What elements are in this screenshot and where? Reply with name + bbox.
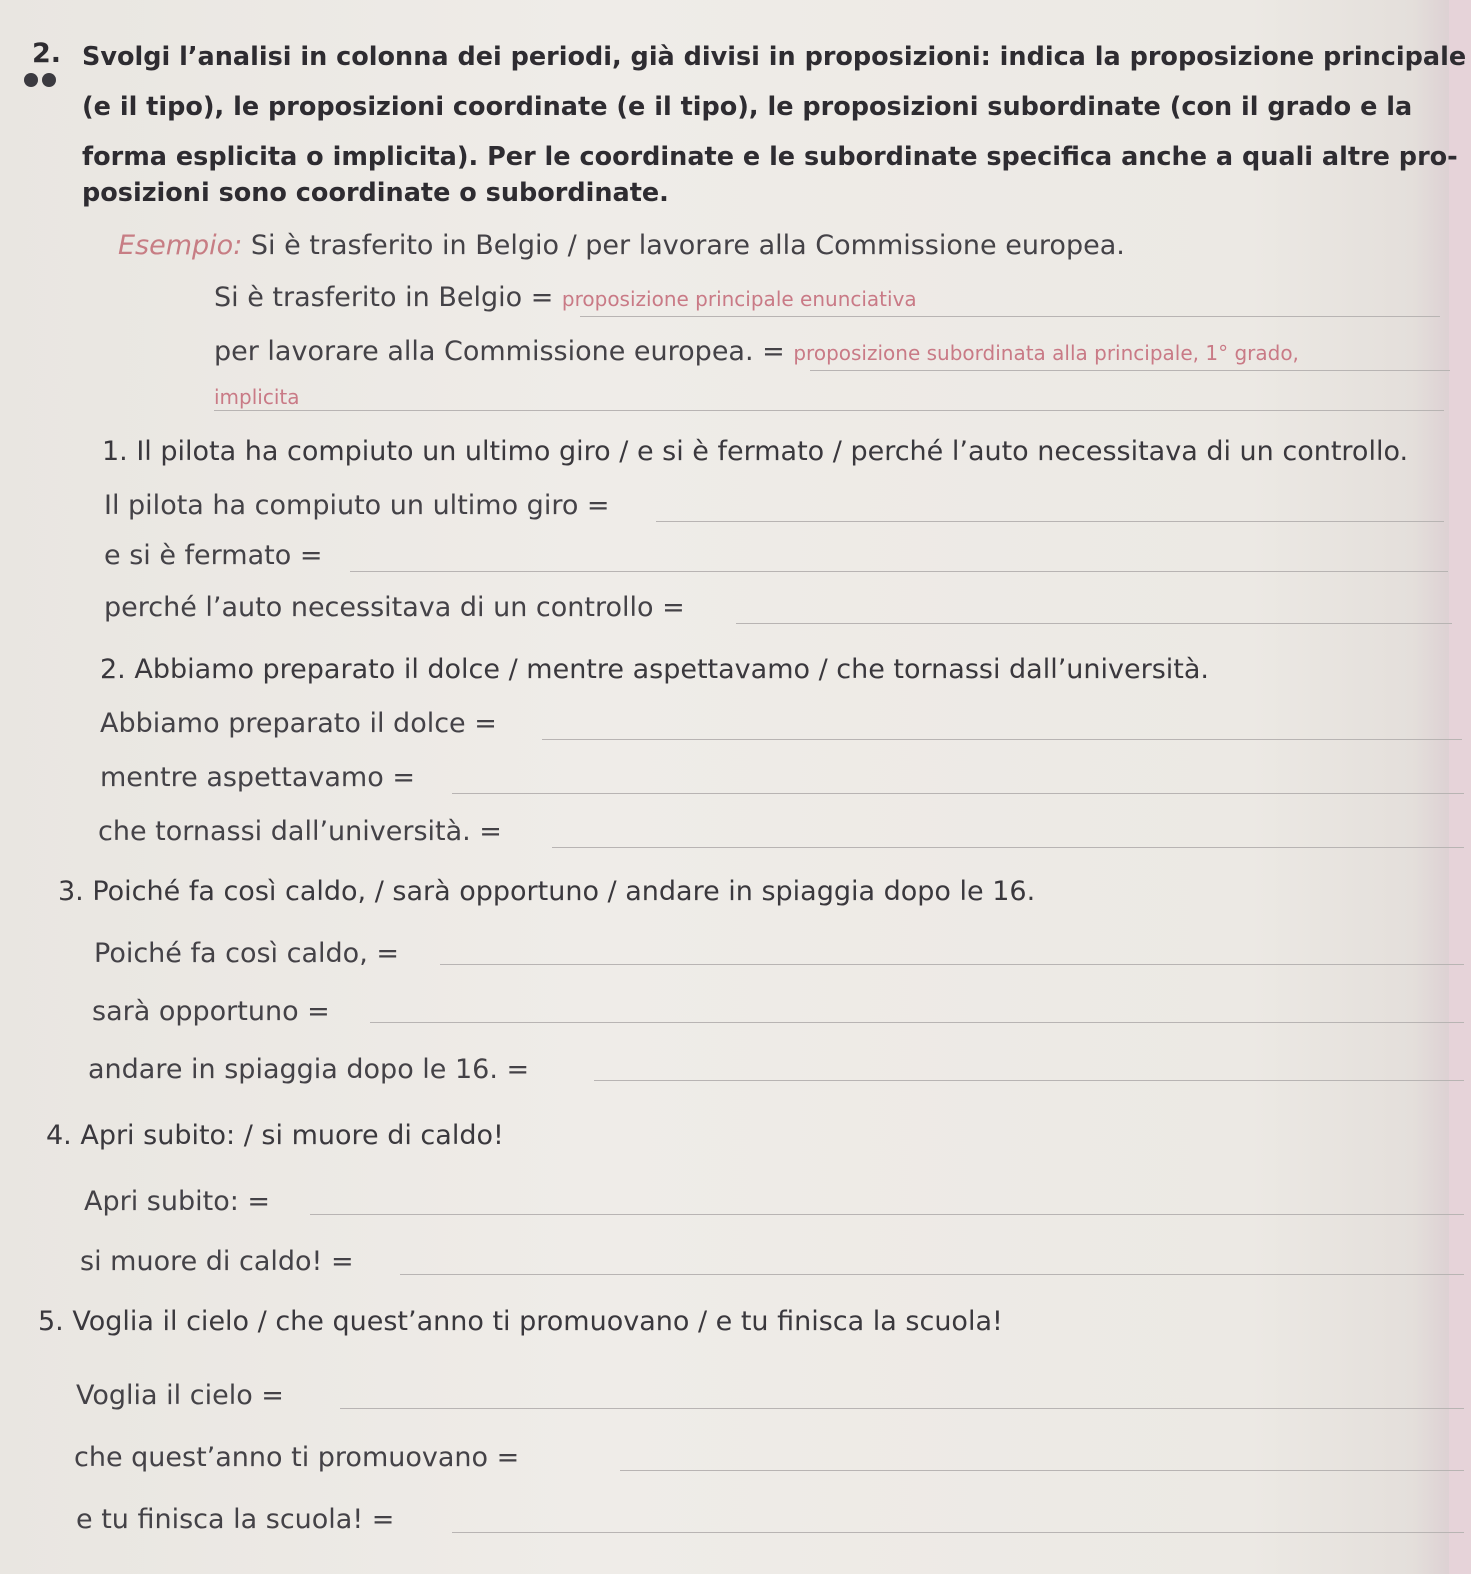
item-sentence: 4. Apri subito: / si muore di caldo! [46, 1120, 504, 1151]
example-answer: implicita [214, 385, 300, 409]
clause-label: si muore di caldo! = [80, 1246, 354, 1277]
example-answer-line [214, 282, 917, 313]
example-clause: per lavorare alla Commissione europea. = [214, 336, 794, 367]
example-answer-cont [214, 380, 300, 411]
instruction-line: forma esplicita o implicita). Per le coordinate e le subordinate specifica anche a quali altre pro- [82, 142, 1458, 172]
clause-label: Il pilota ha compiuto un ultimo giro = [104, 490, 610, 521]
answer-underline [580, 316, 1440, 317]
answer-underline [810, 370, 1450, 371]
answer-field[interactable] [452, 793, 1464, 794]
instruction-line: (e il tipo), le proposizioni coordinate (e il tipo), le proposizioni subordinate (con il grado e la [82, 92, 1413, 122]
answer-field[interactable] [552, 847, 1464, 848]
difficulty-dot-icon [24, 73, 38, 87]
answer-field[interactable] [656, 521, 1444, 522]
clause-label: che tornassi dall’università. = [98, 816, 502, 847]
answer-field[interactable] [370, 1022, 1464, 1023]
clause-label: Apri subito: = [84, 1186, 271, 1217]
clause-label: Voglia il cielo = [76, 1380, 284, 1411]
clause-label: sarà opportuno = [92, 996, 330, 1027]
answer-underline [214, 410, 1444, 411]
example-sentence [118, 230, 1125, 261]
example-answer: proposizione principale enunciativa [561, 287, 917, 311]
answer-field[interactable] [350, 571, 1448, 572]
answer-field[interactable] [452, 1532, 1464, 1533]
example-answer-line [214, 336, 1299, 367]
item-sentence: 3. Poiché fa così caldo, / sarà opportuno / andare in spiaggia dopo le 16. [58, 876, 1036, 907]
answer-field[interactable] [310, 1214, 1464, 1215]
clause-label: mentre aspettavamo = [100, 762, 415, 793]
clause-label: perché l’auto necessitava di un controllo = [104, 592, 685, 623]
answer-field[interactable] [736, 623, 1452, 624]
answer-field[interactable] [340, 1408, 1464, 1409]
instruction-line: posizioni sono coordinate o subordinate. [82, 178, 669, 208]
answer-field[interactable] [440, 964, 1464, 965]
item-sentence: 1. Il pilota ha compiuto un ultimo giro / e si è fermato / perché l’auto necessitava di un controllo. [102, 436, 1409, 467]
item-sentence: 2. Abbiamo preparato il dolce / mentre aspettavamo / che tornassi dall’università. [100, 654, 1210, 685]
item-sentence: 5. Voglia il cielo / che quest’anno ti promuovano / e tu finisca la scuola! [38, 1306, 1003, 1337]
clause-label: andare in spiaggia dopo le 16. = [88, 1054, 530, 1085]
difficulty-dots-icon [24, 72, 60, 91]
difficulty-dot-icon [42, 73, 56, 87]
clause-label: che quest’anno ti promuovano = [74, 1442, 520, 1473]
answer-field[interactable] [400, 1274, 1464, 1275]
clause-label: Poiché fa così caldo, = [94, 938, 399, 969]
clause-label: Abbiamo preparato il dolce = [100, 708, 497, 739]
example-label: Esempio: [118, 230, 243, 261]
clause-label: e tu finisca la scuola! = [76, 1504, 395, 1535]
answer-field[interactable] [594, 1080, 1464, 1081]
example-text: Si è trasferito in Belgio / per lavorare alla Commissione europea. [250, 230, 1125, 261]
example-clause: Si è trasferito in Belgio = [214, 282, 562, 313]
example-answer: proposizione subordinata alla principale, 1° grado, [793, 341, 1299, 365]
exercise-number: 2. [32, 38, 62, 69]
answer-field[interactable] [542, 739, 1462, 740]
answer-field[interactable] [620, 1470, 1464, 1471]
instruction-line: Svolgi l’analisi in colonna dei periodi, già divisi in proposizioni: indica la proposizione principale [82, 42, 1467, 72]
clause-label: e si è fermato = [104, 540, 323, 571]
